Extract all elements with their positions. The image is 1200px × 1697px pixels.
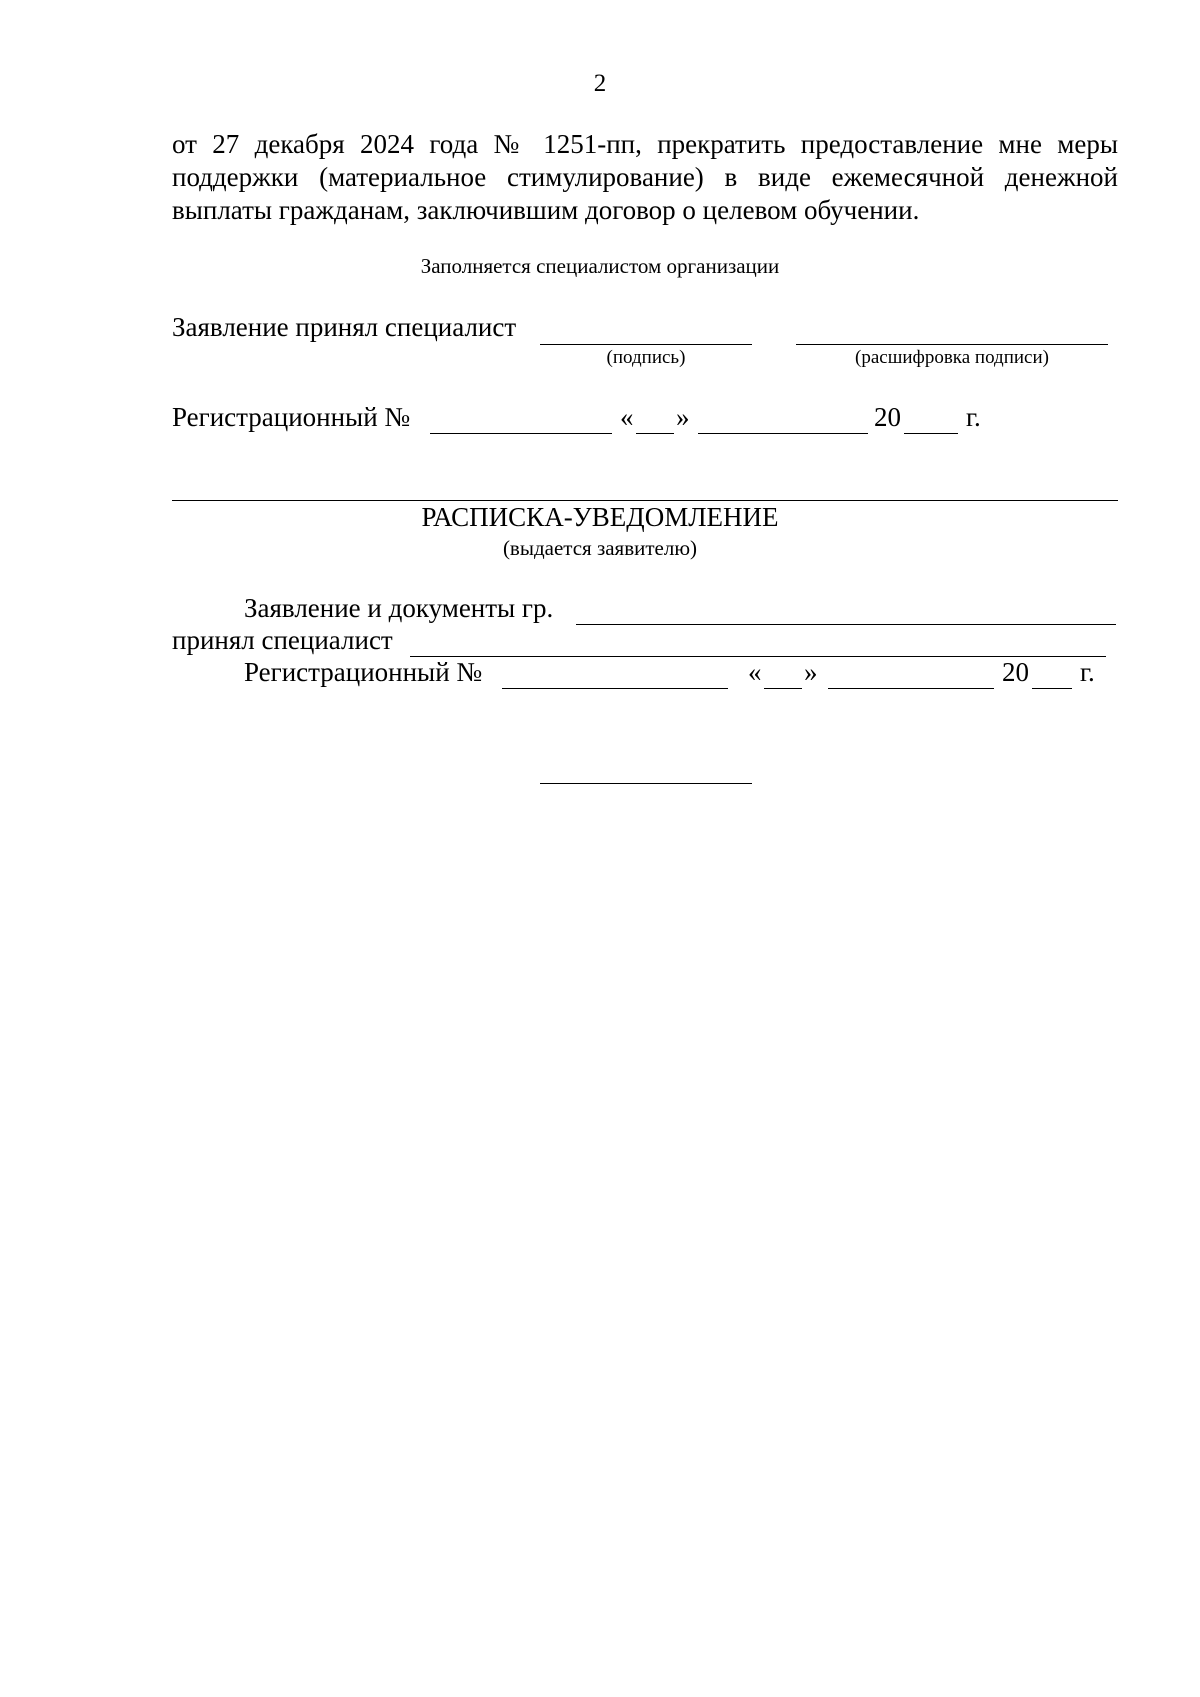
year-suffix: г. — [966, 402, 981, 432]
day-blank[interactable] — [636, 433, 674, 434]
citizen-name-blank[interactable] — [576, 624, 1116, 625]
section-divider — [172, 500, 1118, 501]
body-paragraph — [172, 128, 1118, 227]
receipt-year-suffix: г. — [1080, 657, 1095, 687]
receipt-year-prefix: 20 — [1002, 657, 1029, 687]
month-blank[interactable] — [698, 433, 868, 434]
receipt-year-blank[interactable] — [1032, 688, 1072, 689]
accepted-by-label: Заявление принял специалист — [172, 312, 517, 342]
paragraph-line-1: от 27 декабря 2024 года № 1251-пп, прекратить предоставление мне меры — [172, 129, 1118, 159]
paragraph-line-3: выплаты гражданам, заключившим договор о целевом обучении. — [172, 195, 920, 225]
signature-blank[interactable] — [540, 344, 752, 345]
signature-decoding-blank[interactable] — [796, 344, 1108, 345]
decoding-caption: (расшифровка подписи) — [855, 347, 1049, 368]
receipt-month-blank[interactable] — [828, 688, 994, 689]
receipt-subtitle: (выдается заявителю) — [502, 536, 698, 560]
registration-number-label: Регистрационный № — [172, 402, 411, 432]
registration-number-blank[interactable] — [430, 433, 612, 434]
docs-from-label: Заявление и документы гр. — [244, 593, 554, 623]
receipt-registration-blank[interactable] — [502, 688, 728, 689]
receipt-registration-label: Регистрационный № — [244, 657, 483, 687]
receipt-quote-close: » — [804, 657, 818, 687]
signature-caption: (подпись) — [606, 347, 686, 368]
year-blank[interactable] — [904, 433, 958, 434]
year-prefix: 20 — [874, 402, 901, 432]
page-number: 2 — [593, 70, 607, 97]
end-of-document-rule — [540, 783, 752, 784]
quote-open: « — [620, 402, 634, 432]
org-fill-note: Заполняется специалистом организации — [420, 254, 780, 278]
receipt-accepted-label: принял специалист — [172, 625, 393, 655]
receipt-quote-open: « — [748, 657, 762, 687]
paragraph-line-2: поддержки (материальное стимулирование) в виде ежемесячной денежной — [172, 162, 1118, 192]
receipt-title: РАСПИСКА-УВЕДОМЛЕНИЕ — [421, 502, 779, 532]
receipt-day-blank[interactable] — [764, 688, 802, 689]
quote-close: » — [676, 402, 690, 432]
